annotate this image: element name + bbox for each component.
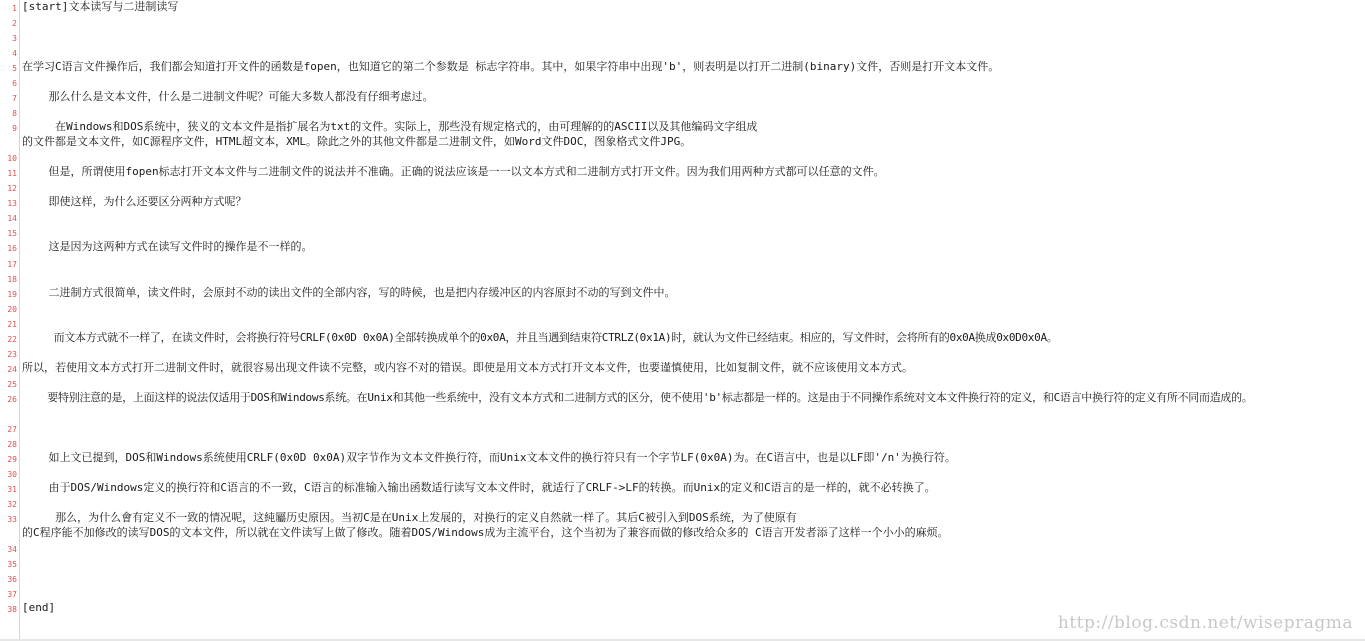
- line-number: 24: [7, 365, 17, 374]
- line-number: 8: [12, 109, 17, 118]
- line-number: 23: [7, 350, 17, 359]
- line-number: 34: [7, 545, 17, 554]
- editor-line-22: 而文本方式就不一样了，在读文件时，会将换行符号CRLF(0x0D 0x0A)全部转换成单个的0x0A，并且当遇到结束符CTRLZ(0x1A)时，就认为文件已经结束。相应的，写文件时，会将所有的0x0A换成0x0D0x0A。: [22, 331, 1058, 344]
- line-number: 1: [12, 4, 17, 13]
- editor-line-33: 那么，为什么會有定义不一致的情况呢，这純屬历史原因。当初C是在Unix上发展的，对换行的定义自然就一样了。其后C被引入到DOS系统，为了使原有: [22, 511, 797, 524]
- line-number: 18: [7, 275, 17, 284]
- line-number: 16: [7, 244, 17, 253]
- line-number: 12: [7, 184, 17, 193]
- editor-line-11: 但是，所谓使用fopen标志打开文本文件与二进制文件的说法并不准确。正确的说法应该是一一以文本方式和二进制方式打开文件。因为我们用两种方式都可以任意的文件。: [22, 165, 885, 178]
- line-number: 19: [7, 290, 17, 299]
- editor-line-7: 那么什么是文本文件，什么是二进制文件呢？可能大多数人都没有仔细考虑过。: [22, 90, 434, 103]
- line-number: 13: [7, 199, 17, 208]
- line-number: 26: [7, 395, 17, 404]
- editor-line-33-wrap: 的C程序能不加修改的读写DOS的文本文件，所以就在文件读写上做了修改。随着DOS/Windows成为主流平台，这个当初为了兼容而做的修改给众多的 C语言开发者添了这样一个小小的麻烦。: [22, 526, 949, 539]
- editor-line-13: 即使这样，为什么还要区分两种方式呢？: [22, 195, 247, 208]
- editor-line-29: 如上文已提到，DOS和Windows系统使用CRLF(0x0D 0x0A)双字节作为文本文件换行符，而Unix文本文件的换行符只有一个字节LF(0x0A)为。在C语言中，也是以LF即'/n'为换行符。: [22, 451, 956, 464]
- line-number: 38: [7, 605, 17, 614]
- line-number: 22: [7, 335, 17, 344]
- line-number: 36: [7, 575, 17, 584]
- line-number-gutter: [0, 0, 20, 641]
- editor-line-19: 二进制方式很简单，读文件时，会原封不动的读出文件的全部内容，写的時候，也是把内存缓冲区的内容原封不动的写到文件中。: [22, 286, 676, 299]
- line-number: 7: [12, 94, 17, 103]
- line-number: 25: [7, 380, 17, 389]
- editor-line-5: 在学习C语言文件操作后，我们都会知道打开文件的函数是fopen，也知道它的第二个参数是 标志字符串。其中，如果字符串中出现'b'，则表明是以打开二进制(binary)文件，否则是打开文本文件。: [22, 60, 1000, 73]
- line-number: 37: [7, 590, 17, 599]
- line-number: 4: [12, 49, 17, 58]
- line-number: 31: [7, 485, 17, 494]
- editor-line-9-wrap: 的文件都是文本文件，如C源程序文件，HTML超文本，XML。除此之外的其他文件都是二进制文件，如Word文件DOC，图象格式文件JPG。: [22, 135, 692, 148]
- watermark-text: http://blog.csdn.net/wisepragma: [1057, 613, 1353, 633]
- editor-line-1: [start]文本读写与二进制读写: [22, 0, 179, 13]
- line-number: 20: [7, 305, 17, 314]
- line-number: 9: [12, 124, 17, 133]
- editor-line-24: 所以，若使用文本方式打开二进制文件时，就很容易出现文件读不完整，或内容不对的错误。即使是用文本方式打开文本文件，也要谨慎使用，比如复制文件，就不应该使用文本方式。: [22, 361, 913, 374]
- line-number: 5: [12, 64, 17, 73]
- line-number: 35: [7, 560, 17, 569]
- line-number: 27: [7, 425, 17, 434]
- line-number: 30: [7, 470, 17, 479]
- line-number: 17: [7, 260, 17, 269]
- line-number: 2: [12, 19, 17, 28]
- editor-line-16: 这是因为这两种方式在读写文件时的操作是不一样的。: [22, 240, 313, 253]
- editor-line-31: 由于DOS/Windows定义的换行符和C语言的不一致，C语言的标准输入输出函数适行读写文本文件时，就适行了CRLF->LF的转换。而Unix的定义和C语言的是一样的，就不必转换了。: [22, 481, 936, 494]
- editor-line-26: 要特别注意的是，上面这样的说法仅适用于DOS和Windows系统。在Unix和其他一些系统中，没有文本方式和二进制方式的区分，使不使用'b'标志都是一样的。这是由于不同操作系统对文本文件换行符的定义，和C语言中换行符的定义有所不同而造成的。: [22, 391, 1253, 404]
- line-number: 11: [7, 169, 17, 178]
- line-number: 33: [7, 515, 17, 524]
- editor-line-9: 在Windows和DOS系统中，狭义的文本文件是指扩展名为txt的文件。实际上，那些没有规定格式的，由可理解的的ASCII以及其他编码文字组成: [22, 120, 758, 133]
- line-number: 15: [7, 229, 17, 238]
- line-number: 10: [7, 154, 17, 163]
- editor-line-38: [end]: [22, 601, 56, 614]
- line-number: 21: [7, 320, 17, 329]
- line-number: 14: [7, 214, 17, 223]
- line-number: 29: [7, 455, 17, 464]
- line-number: 6: [12, 79, 17, 88]
- text-area[interactable]: [20, 0, 1365, 641]
- line-number: 32: [7, 500, 17, 509]
- line-number: 3: [12, 34, 17, 43]
- line-number: 28: [7, 440, 17, 449]
